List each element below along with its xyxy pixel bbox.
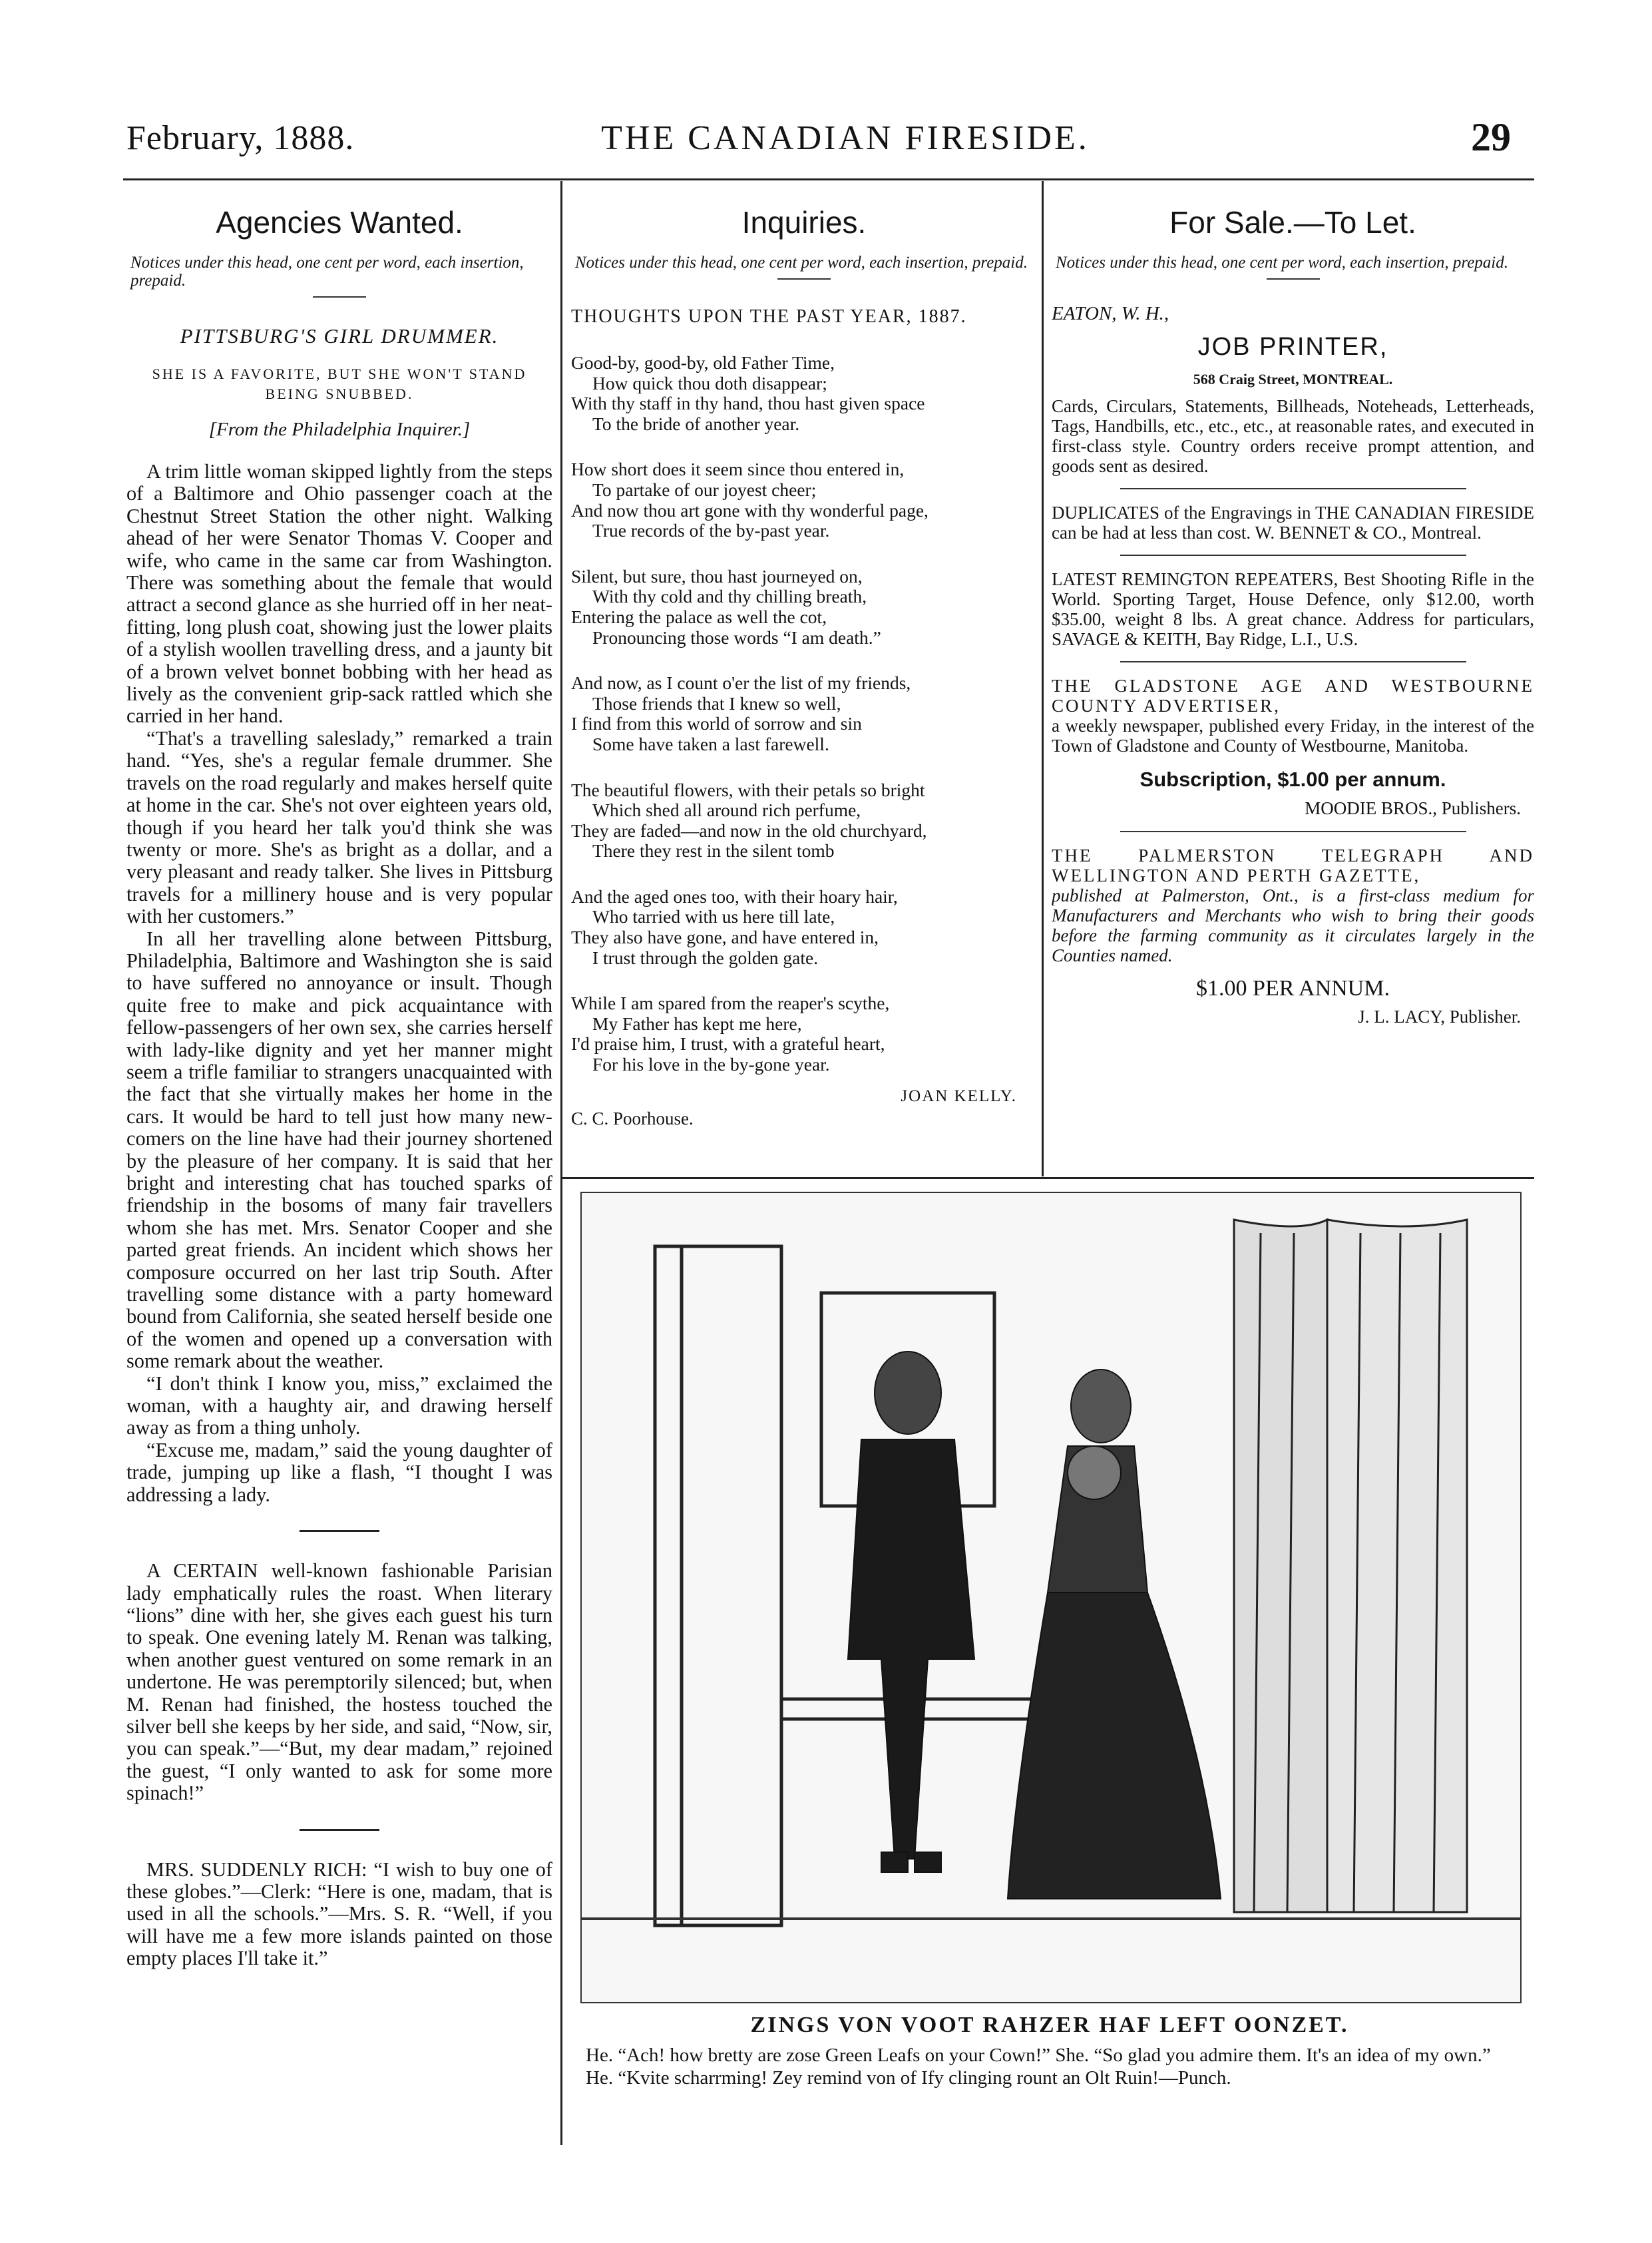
poem-line: Silent, but sure, thou hast journeyed on,	[571, 565, 863, 587]
article-paragraph: “I don't think I know you, miss,” exclaimed the woman, with a haughty air, and drawing herself away as from a thing unholy.	[126, 1371, 552, 1439]
inquiries-column	[571, 183, 1037, 1175]
remington-ad: LATEST REMINGTON REPEATERS, Best Shooting Rifle in the World. Sporting Target, House Defence, only $12.00, worth $35.00, weight 8 lbs. A great chance. Address for particulars, SAVAGE & KEITH, Bay Ridge, L.I., U.S.	[1052, 569, 1534, 649]
gladstone-ad	[1052, 676, 1534, 819]
cartoon-top-rule	[562, 1177, 1534, 1179]
article-title: PITTSBURG'S GIRL DRUMMER.	[180, 324, 499, 348]
poem-line: How short does it seem since thou entered in,	[571, 459, 905, 480]
gladstone-subscription: Subscription, $1.00 per annum.	[1139, 768, 1446, 791]
poem-line: With thy staff in thy hand, thou hast given space	[571, 393, 925, 414]
separator-rule	[300, 1829, 379, 1831]
poem-author: JOAN KELLY.	[901, 1087, 1017, 1105]
poem-line: Who tarried with us here till late,	[592, 906, 835, 927]
poem-place: C. C. Poorhouse.	[571, 1108, 694, 1128]
anecdote-paragraph: MRS. SUDDENLY RICH: “I wish to buy one of these globes.”—Clerk: “Here is one, madam, that is used in all the schools.”—Mrs. S. R. “Well, if you will have me a few more islands painted on those empty places I'll take it.”	[126, 1858, 552, 1970]
poem-line: I'd praise him, I trust, with a grateful heart,	[571, 1033, 885, 1055]
poem-stanza	[571, 459, 1037, 541]
eaton-ad	[1052, 304, 1534, 476]
poem-line: While I am spared from the reaper's scythe,	[571, 993, 890, 1014]
separator-rule	[300, 1530, 379, 1532]
ad-rule	[1120, 555, 1466, 556]
poem-line: They are faded—and now in the old churchyard,	[571, 820, 927, 841]
poem-line: Good-by, good-by, old Father Time,	[571, 352, 835, 373]
column-divider-2	[1042, 181, 1044, 1176]
poem-line: There they rest in the silent tomb	[592, 840, 835, 862]
poem-line: For his love in the by-gone year.	[592, 1054, 830, 1075]
notice-rule	[313, 296, 366, 298]
poem-line: How quick thou doth disappear;	[592, 372, 827, 393]
cartoon-drawing	[582, 1193, 1520, 2002]
article-body	[126, 461, 552, 1506]
poem-stanza	[571, 673, 1037, 754]
forsale-column	[1052, 183, 1534, 1175]
poem-stanza	[571, 887, 1037, 968]
ad-rule	[1120, 831, 1466, 832]
poem-line: I find from this world of sorrow and sin	[571, 713, 862, 734]
poem-line: They also have gone, and have entered in,	[571, 927, 879, 948]
curtain-illustration	[1234, 1220, 1467, 1912]
header-rule	[123, 178, 1534, 180]
article-paragraph: A trim little woman skipped lightly from the steps of a Baltimore and Ohio passenger coach at the Chestnut Street Station the other night. Walking ahead of her were Senator Thomas V. Cooper and wife, who came in the same car from Washington. There was something about the female that would attract a second glance as she hurried off in her neat-fitting, long plush coat, showing just the lower plaits of a stylish woollen travelling dress, and a jaunty bit of a brown velvet bonnet bobbing with her head as lively as the convenient grip-sack rattled which she carried in her hand.	[126, 460, 552, 728]
poem-stanza	[571, 353, 1037, 434]
issue-date: February, 1888.	[126, 119, 355, 157]
poem-line: Which shed all around rich perfume,	[592, 800, 861, 821]
poem-line: The beautiful flowers, with their petals so bright	[571, 779, 925, 800]
forsale-heading: For Sale.—To Let.	[1169, 205, 1416, 240]
eaton-name: EATON, W. H.,	[1052, 303, 1169, 324]
notice-rule	[777, 278, 831, 280]
notice-rule	[1267, 278, 1320, 280]
article-paragraph: “Excuse me, madam,” said the young daughter of trade, jumping up like a flash, “I thought I was addressing a lady.	[126, 1438, 552, 1506]
poem	[571, 353, 1037, 1075]
agencies-column	[126, 183, 552, 2147]
poem-line: True records of the by-past year.	[592, 520, 830, 541]
poem-line: And now, as I count o'er the list of my friends,	[571, 672, 911, 694]
agencies-notice: Notices under this head, one cent per word, each insertion, prepaid.	[130, 254, 524, 290]
palmerston-heading: THE PALMERSTON TELEGRAPH AND WELLINGTON AND PERTH GAZETTE,	[1052, 846, 1534, 885]
poem-stanza	[571, 780, 1037, 862]
palmerston-price: $1.00 PER ANNUM.	[1196, 976, 1390, 1001]
poem-line: Pronouncing those words “I am death.”	[592, 626, 881, 648]
poem-line: With thy cold and thy chilling breath,	[592, 586, 867, 607]
poem-line: I trust through the golden gate.	[592, 947, 819, 968]
page-number: 29	[1471, 115, 1511, 159]
poem-line: To the bride of another year.	[592, 413, 800, 434]
gladstone-heading: THE GLADSTONE AGE AND WESTBOURNE COUNTY ADVERTISER,	[1052, 676, 1534, 716]
cartoon-caption: He. “Ach! how bretty are zose Green Leafs on your Cown!” She. “So glad you admire them. It's an idea of my own.” He. “Kvite scharrming! Zey remind von of Ify clinging rount an Olt Ruin!—Punch.	[586, 2045, 1491, 2089]
poem-line: Some have taken a last farewell.	[592, 733, 829, 754]
poem-line: My Father has kept me here,	[592, 1013, 802, 1034]
article-source: [From the Philadelphia Inquirer.]	[208, 419, 471, 440]
ad-rule	[1120, 661, 1466, 662]
poem-line: And now thou art gone with thy wonderful page,	[571, 499, 929, 521]
anecdote-globes	[126, 1859, 552, 1970]
cartoon-illustration	[580, 1192, 1522, 2003]
poem-stanza	[571, 567, 1037, 648]
poem-line: To partake of our joyest cheer;	[592, 479, 817, 500]
gladstone-body: a weekly newspaper, published every Friday, in the interest of the Town of Gladstone and County of Westbourne, Manitoba.	[1052, 716, 1534, 756]
poem-line: Those friends that I knew so well,	[592, 692, 841, 714]
poem-stanza	[571, 993, 1037, 1075]
column-divider-1	[560, 181, 562, 2145]
cartoon-caption-title: ZINGS VON VOOT RAHZER HAF LEFT OONZET.	[750, 2013, 1349, 2037]
inquiries-heading: Inquiries.	[741, 205, 867, 240]
palmerston-body: published at Palmerston, Ont., is a first-class medium for Manufacturers and Merchants who wish to bring their goods before the farming community as it circulates largely in the Counties named.	[1052, 885, 1534, 965]
forsale-notice: Notices under this head, one cent per word, each insertion, prepaid.	[1056, 254, 1508, 272]
palmerston-ad	[1052, 846, 1534, 1027]
palmerston-publisher: J. L. LACY, Publisher.	[1358, 1007, 1521, 1027]
article-subtitle: SHE IS A FAVORITE, BUT SHE WON'T STAND BEING SNUBBED.	[152, 366, 527, 402]
anecdote-paragraph: A CERTAIN well-known fashionable Parisian lady emphatically rules the roast. When literary “lions” dine with her, she gives each guest his turn to speak. One evening lately M. Renan was talking, when another guest ventured on some remark in an undertone. He was peremptorily silenced; but, when M. Renan had finished, the hostess touched the silver bell she keeps by her side, and said, “Now, sir, you can speak.”—“But, my dear madam,” rejoined the guest, “I only wanted to ask for some more spinach!”	[126, 1559, 552, 1805]
agencies-heading: Agencies Wanted.	[216, 205, 463, 240]
newspaper-title: THE CANADIAN FIRESIDE.	[601, 119, 1090, 157]
gladstone-publisher: MOODIE BROS., Publishers.	[1305, 798, 1521, 818]
poem-line: And the aged ones too, with their hoary hair,	[571, 885, 898, 907]
poem-line: Entering the palace as well the cot,	[571, 606, 827, 627]
duplicates-ad: DUPLICATES of the Engravings in THE CANADIAN FIRESIDE can be had at less than cost. W. BENNET & CO., Montreal.	[1052, 503, 1534, 543]
eaton-title: JOB PRINTER,	[1197, 333, 1388, 361]
eaton-body: Cards, Circulars, Statements, Billheads, Noteheads, Letterheads, Tags, Handbills, etc., etc., etc., at reasonable rates, and executed in first-class style. Country orders receive prompt attention, and goods sent as desired.	[1052, 396, 1534, 476]
poem-title: THOUGHTS UPON THE PAST YEAR, 1887.	[571, 306, 967, 327]
eaton-address: 568 Craig Street, MONTREAL.	[1193, 371, 1393, 387]
article-paragraph: In all her travelling alone between Pittsburg, Philadelphia, Baltimore and Washington she is said to have suffered no annoyance or insult. Though quite free to make and pick acquaintance with fellow-passengers of her own sex, she carries herself with lady-like dignity and yet her manner might seem a trifle familiar to strangers unacquainted with the fact that she virtually makes her home in the cars. It would be hard to tell just how many new-comers on the line have had their journey shortened by the pleasure of her company. It is said that her bright and interesting chat has touched sparks of friendship in the bosoms of many fair travellers whom she has met. Mrs. Senator Cooper and she parted great friends. An incident which shows her composure occurred on her last trip South. After travelling some distance with a party homeward bound from California, she seated herself beside one of the women and opened up a conversation with some remark about the weather.	[126, 927, 552, 1373]
anecdote-parisian	[126, 1560, 552, 1804]
article-paragraph: “That's a travelling saleslady,” remarked a train hand. “Yes, she's a regular female drummer. She travels on the road regularly and makes herself quite at home in the car. She's not over eighteen years old, though if you heard her talk you'd think she was twenty or more. She's as bright as a dollar, and a very pleasant and ready talker. She lives in Pittsburg travels for a millinery house and is very popular with her customers.”	[126, 726, 552, 928]
ad-rule	[1120, 488, 1466, 489]
inquiries-notice: Notices under this head, one cent per word, each insertion, prepaid.	[575, 254, 1028, 272]
